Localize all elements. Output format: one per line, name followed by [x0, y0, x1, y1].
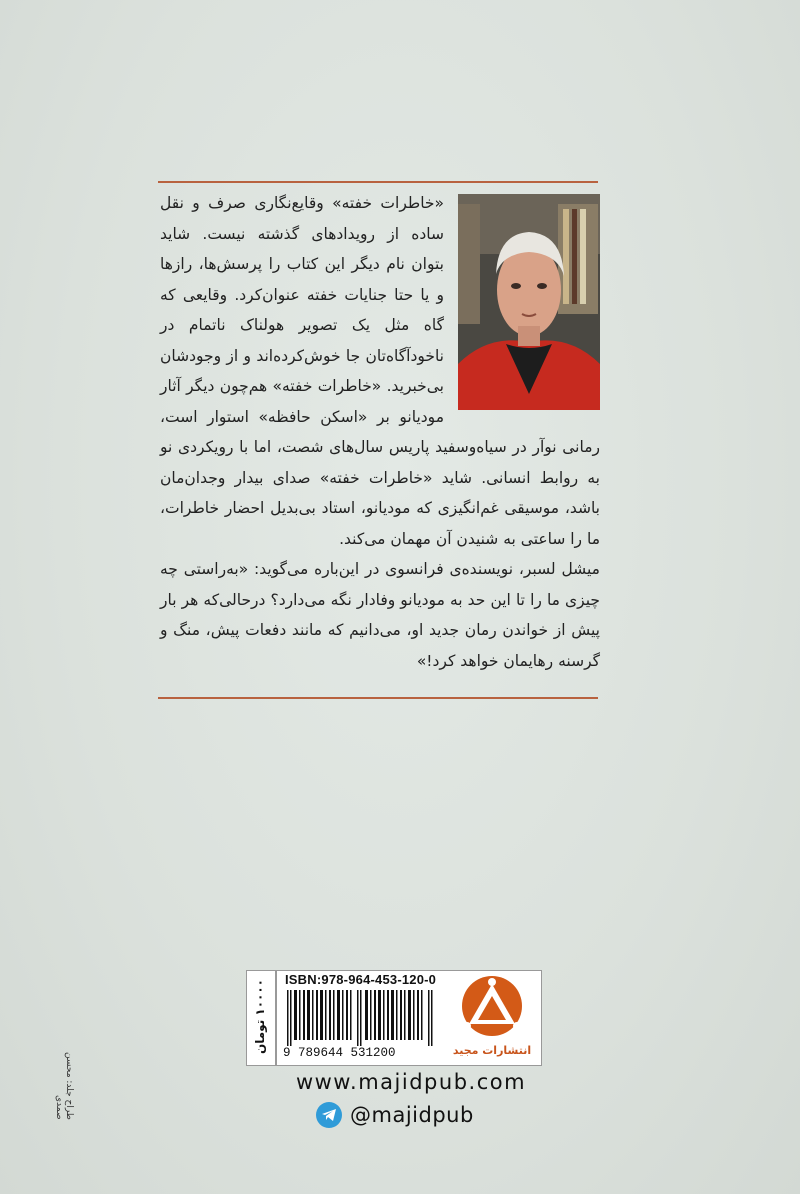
barcode-digits: 9 789644 531200	[283, 1046, 396, 1060]
author-photo	[458, 194, 600, 410]
blurb-text	[160, 188, 600, 692]
cover-designer-credit: طراح جلد: محسن صمدی	[54, 1052, 74, 1120]
telegram-label: @majidpub	[350, 1103, 474, 1127]
blurb-paragraph-2: میشل لسبر، نویسنده‌ی فرانسوی در این‌باره می‌گوید: «به‌راستی چه چیزی ما را تا این حد به مودیانو وفادار نگه می‌دارد؟ درحالی‌که هر بار پیش از خواندن رمان جدید او، می‌دانیم که مانند دفعات پیش، منگ و گرسنه رهایمان خواهد کرد!»	[160, 560, 600, 670]
bottom-divider	[158, 697, 598, 699]
telegram-handle[interactable]	[316, 1100, 474, 1130]
website-link[interactable]: www.majidpub.com	[295, 1070, 527, 1094]
price-label: ۱۰۰۰۰ تومان	[253, 979, 267, 1055]
top-divider	[158, 181, 598, 183]
blurb-paragraph-1: «خاطرات خفته» وقایع‌نگاری صرف و نقل ساده از رویدادهای گذشته نیست. شاید بتوان نام دیگر این کتاب را پرسش‌ها، رازها و یا حتا جنایات خفته عنوان‌کرد. وقایعی که گاه مثل یک تصویر هولناک ناتمام در ناخودآگاه‌تان جا خوش‌کرده‌اند و از وجودشان بی‌خبرید. «خاطرات خفته» هم‌چون دیگر آثار مودیانو بر «اسکن حافظه» استوار است، رمانی نوآر در سیاه‌وسفید پاریس سال‌های شصت، اما با رویکردی نو به روابط انسانی. شاید «خاطرات خفته» صدای بیدار وجدان‌مان باشد، موسیقی غم‌انگیزی که مودیانو، استاد بی‌بدیل احضار خاطرات، ما را ساعتی به شنیدن آن مهمان می‌کند.	[160, 194, 600, 548]
publisher-name: انتشارات مجید	[452, 1044, 532, 1057]
telegram-icon	[316, 1102, 342, 1128]
isbn-label: ISBN:978-964-453-120-0	[285, 972, 437, 987]
barcode-icon	[283, 990, 441, 1046]
